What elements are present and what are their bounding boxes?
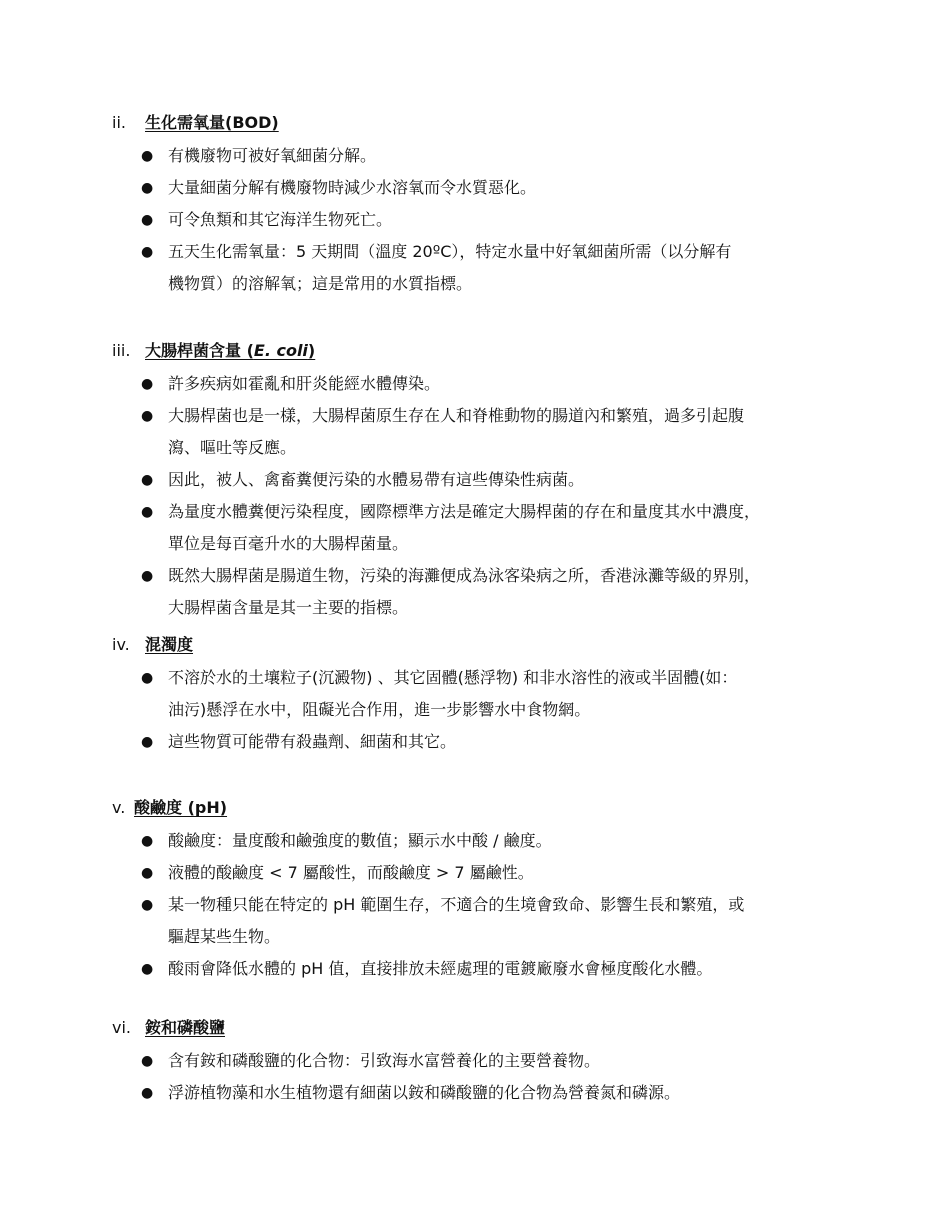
list-item-text: 既然大腸桿菌是腸道生物，污染的海灘便成為泳客染病之所，香港泳灘等級的界別， 大腸桿菌含量是其一主要的指標。 — [168, 566, 761, 617]
list-item-text: 浮游植物藻和水生植物還有細菌以銨和磷酸鹽的化合物為營養氮和磷源。 — [168, 1083, 681, 1102]
bullet-icon: ● — [141, 1085, 154, 1101]
list-item — [112, 726, 872, 758]
list-item — [112, 889, 872, 953]
list-item-text: 酸鹼度：量度酸和鹼強度的數值；顯示水中酸 / 鹼度。 — [168, 831, 552, 850]
list-item — [112, 1045, 872, 1077]
section-heading — [112, 1014, 872, 1042]
list-item-text: 這些物質可能帶有殺蟲劑、細菌和其它。 — [168, 732, 457, 751]
section-number: ii. — [112, 113, 126, 132]
bullet-icon: ● — [141, 212, 154, 228]
list-item-text: 有機廢物可被好氧細菌分解。 — [168, 146, 377, 165]
list-item-text: 大量細菌分解有機廢物時減少水溶氧而令水質惡化。 — [168, 178, 537, 197]
bullet-list — [112, 662, 872, 758]
section-turbidity — [112, 631, 872, 758]
list-item — [112, 368, 872, 400]
list-item-text: 酸雨會降低水體的 pH 值，直接排放未經處理的電鍍廠廢水會極度酸化水體。 — [168, 959, 713, 978]
list-item — [112, 953, 872, 985]
list-item — [112, 825, 872, 857]
list-item — [112, 204, 872, 236]
section-number: iii. — [112, 341, 131, 360]
section-number: v. — [112, 798, 126, 817]
bullet-icon: ● — [141, 833, 154, 849]
list-item-text: 為量度水體糞便污染程度，國際標準方法是確定大腸桿菌的存在和量度其水中濃度， 單位是每百毫升水的大腸桿菌量。 — [168, 502, 761, 553]
bullet-list — [112, 140, 872, 300]
section-title-prefix: 大腸桿菌含量 ( — [145, 341, 254, 360]
list-item-text: 含有銨和磷酸鹽的化合物：引致海水富營養化的主要營養物。 — [168, 1051, 601, 1070]
section-heading — [112, 337, 872, 365]
bullet-icon: ● — [141, 408, 154, 424]
bullet-icon: ● — [141, 961, 154, 977]
section-number: iv. — [112, 635, 130, 654]
list-item — [112, 400, 872, 464]
bullet-icon: ● — [141, 897, 154, 913]
bullet-list — [112, 368, 872, 624]
bullet-icon: ● — [141, 180, 154, 196]
list-item — [112, 140, 872, 172]
section-title — [145, 341, 315, 360]
section-ph — [112, 794, 872, 985]
section-title: 混濁度 — [145, 635, 194, 654]
bullet-icon: ● — [141, 472, 154, 488]
list-item — [112, 1077, 872, 1109]
list-item-text: 不溶於水的土壤粒子(沉澱物) 、其它固體(懸浮物) 和非水溶性的液或半固體(如： 油污)懸浮在水中，阻礙光合作用，進一步影響水中食物網。 — [168, 668, 738, 719]
list-item — [112, 560, 872, 624]
section-heading — [112, 794, 872, 822]
list-item-text: 五天生化需氧量：5 天期間（溫度 20ºC），特定水量中好氧細菌所需（以分解有 機物質）的溶解氧；這是常用的水質指標。 — [168, 242, 732, 293]
list-item-text: 大腸桿菌也是一樣，大腸桿菌原生存在人和脊椎動物的腸道內和繁殖，過多引起腹 瀉、嘔吐等反應。 — [168, 406, 745, 457]
bullet-icon: ● — [141, 148, 154, 164]
bullet-icon: ● — [141, 376, 154, 392]
list-item-text: 因此，被人、禽畜糞便污染的水體易帶有這些傳染性病菌。 — [168, 470, 585, 489]
section-ammonium-phosphate — [112, 1014, 872, 1109]
section-ecoli — [112, 337, 872, 624]
section-title-suffix: ) — [307, 341, 316, 360]
list-item — [112, 496, 872, 560]
list-item — [112, 464, 872, 496]
bullet-list — [112, 825, 872, 985]
section-title: 生化需氧量(BOD) — [145, 113, 279, 132]
bullet-icon: ● — [141, 1053, 154, 1069]
section-title: 銨和磷酸鹽 — [145, 1018, 226, 1037]
bullet-list — [112, 1045, 872, 1109]
list-item — [112, 857, 872, 889]
section-title: 酸鹼度 (pH) — [134, 798, 228, 817]
list-item — [112, 662, 872, 726]
bullet-icon: ● — [141, 865, 154, 881]
section-number: vi. — [112, 1018, 131, 1037]
list-item-text: 液體的酸鹼度 < 7 屬酸性，而酸鹼度 > 7 屬鹼性。 — [168, 863, 534, 882]
section-title-italic: E. coli — [253, 341, 308, 360]
list-item-text: 許多疾病如霍亂和肝炎能經水體傳染。 — [168, 374, 441, 393]
list-item — [112, 236, 872, 300]
list-item-text: 可令魚類和其它海洋生物死亡。 — [168, 210, 393, 229]
section-heading — [112, 109, 872, 137]
bullet-icon: ● — [141, 568, 154, 584]
list-item — [112, 172, 872, 204]
list-item-text: 某一物種只能在特定的 pH 範圍生存，不適合的生境會致命、影響生長和繁殖，或 驅趕某些生物。 — [168, 895, 745, 946]
section-bod — [112, 109, 872, 300]
bullet-icon: ● — [141, 504, 154, 520]
bullet-icon: ● — [141, 734, 154, 750]
section-heading — [112, 631, 872, 659]
bullet-icon: ● — [141, 244, 154, 260]
bullet-icon: ● — [141, 670, 154, 686]
